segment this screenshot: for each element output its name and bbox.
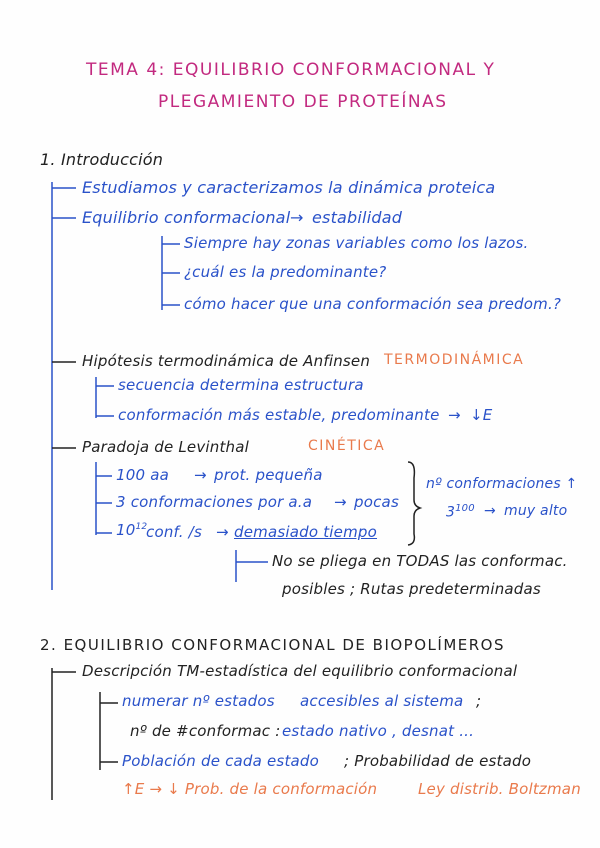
note-siempre: Siempre hay zonas variables como los lazos. [184, 234, 529, 252]
note-10-base: 10 [116, 521, 136, 539]
note-3100 [446, 503, 475, 521]
note-confs: conf. /s [146, 523, 202, 541]
note-conformacion-estable: conformación más estable, predominante [118, 406, 440, 424]
note-descripcion: Descripción TM-estadística del equilibrio conformacional [82, 662, 518, 680]
note-cinetica: CINÉTICA [308, 438, 386, 454]
note-nconformac: nº de #conformac : [130, 722, 281, 740]
note-energia: ↓E [470, 406, 493, 424]
brace [408, 462, 420, 545]
note-hipotesis: Hipótesis termodinámica de Anfinsen [82, 352, 371, 370]
note-energia-arrow: → [448, 406, 461, 424]
note-boltzman: Ley distrib. Boltzman [418, 780, 581, 798]
note-estado-nativo: estado nativo , desnat ... [282, 722, 475, 740]
note-muyalto-arrow: → [484, 503, 496, 519]
note-estabilidad: estabilidad [312, 208, 403, 227]
note-nopliega: No se pliega en TODAS las conformac. [272, 552, 568, 570]
note-accesibles: accesibles al sistema [300, 692, 464, 710]
section2-heading: 2. EQUILIBRIO CONFORMACIONAL DE BIOPOLÍMEROS [40, 636, 505, 654]
note-prob-conformacion: ↑E → ↓ Prob. de la conformación [122, 780, 378, 798]
note-poblacion: Población de cada estado [122, 752, 320, 770]
note-paradoja: Paradoja de Levinthal [82, 438, 250, 456]
note-3100-base: 3 [446, 504, 456, 521]
page-title-line1: TEMA 4: EQUILIBRIO CONFORMACIONAL Y [86, 60, 496, 80]
note-termodinamica: TERMODINÁMICA [384, 352, 525, 368]
section1-heading: 1. Introducción [40, 150, 164, 169]
note-100aa: 100 aa [116, 466, 169, 484]
note-10-12 [116, 521, 147, 539]
note-probabilidad: ; Probabilidad de estado [344, 752, 532, 770]
note-cual: ¿cuál es la predominante? [184, 263, 387, 281]
note-12-exp: 12 [135, 522, 148, 532]
note-prot-arrow: → [194, 466, 207, 484]
note-nconformaciones: nº conformaciones ↑ [426, 476, 578, 492]
note-prot-pequena: prot. pequeña [214, 466, 323, 484]
note-equilibrio: Equilibrio conformacional [82, 208, 291, 227]
note-secuencia: secuencia determina estructura [118, 376, 364, 394]
note-semicolon: ; [476, 692, 482, 710]
note-estabilidad-arrow: → [290, 208, 304, 227]
note-demasiado-arrow: → [216, 523, 229, 541]
note-posibles: posibles ; Rutas predeterminadas [282, 580, 541, 598]
note-muyalto: muy alto [504, 503, 568, 519]
page-title-line2: PLEGAMIENTO DE PROTEÍNAS [158, 92, 448, 112]
note-numerar: numerar nº estados [122, 692, 275, 710]
note-3100-exp: 100 [455, 503, 475, 514]
note-como: cómo hacer que una conformación sea predom.? [184, 295, 562, 313]
note-3conf: 3 conformaciones por a.a [116, 493, 313, 511]
note-demasiado: demasiado tiempo [234, 523, 377, 541]
note-estudiamos: Estudiamos y caracterizamos la dinámica proteica [82, 178, 496, 197]
note-pocas-arrow: → [334, 493, 347, 511]
note-pocas: pocas [354, 493, 399, 511]
